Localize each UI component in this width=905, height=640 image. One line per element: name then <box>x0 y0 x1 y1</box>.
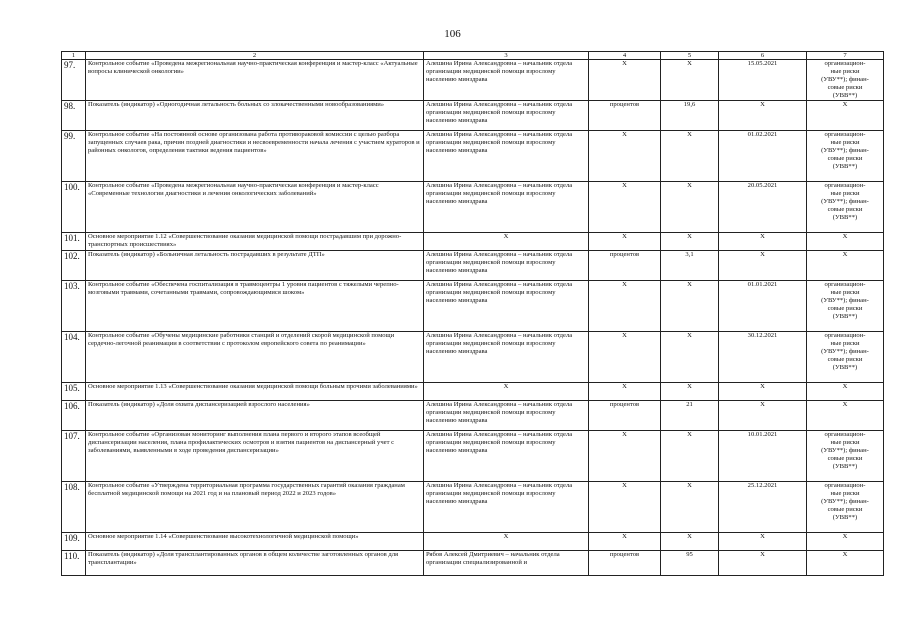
row-date: Х <box>719 401 807 431</box>
row-unit: Х <box>589 281 661 332</box>
table-row <box>62 533 884 551</box>
row-description: Показатель (индикатор) «Одногодичная летальность больных со злокачественными новообразованиями» <box>86 101 424 131</box>
table-row <box>62 251 884 281</box>
row-description: Контрольное событие «На постоянной основе организована работа противораковой комиссии с целью разбора запущенных случаев рака, причин поздней диагностики и несвоевременности начала лечения с участием кураторов и районных онкологов, определения тактики ведения пациентов» <box>86 131 424 182</box>
row-responsible: Х <box>424 533 589 551</box>
risk-line: совые риски <box>827 356 863 363</box>
row-description: Контрольное событие «Проведена межрегиональная научно-практическая конференция и мастер-класс «Современные технологии диагностики и лечения онкологических заболеваний» <box>86 182 424 233</box>
risk-line: (УВВ**) <box>832 313 858 320</box>
risk-line: (УВУ**); финан- <box>821 447 869 454</box>
risk-line: (УВВ**) <box>832 92 858 99</box>
risk-line: совые риски <box>827 506 863 513</box>
row-responsible: Алешина Ирина Александровна – начальник отдела организации медицинской помощи взрослому населению минздрава <box>424 60 589 101</box>
risk-line: ные риски <box>830 139 860 146</box>
row-value: 3,1 <box>661 251 719 281</box>
row-number: 105. <box>62 383 86 401</box>
risk-line: (УВУ**); финан- <box>821 498 869 505</box>
row-unit: Х <box>589 233 661 251</box>
table-row <box>62 401 884 431</box>
header-col-4: 4 <box>589 52 661 60</box>
table-row <box>62 332 884 383</box>
row-unit: процентов <box>589 251 661 281</box>
risk-line: (УВВ**) <box>832 364 858 371</box>
row-unit: Х <box>589 332 661 383</box>
header-col-7: 7 <box>807 52 884 60</box>
risk-line: (УВУ**); финан- <box>821 198 869 205</box>
row-number: 108. <box>62 482 86 533</box>
row-value: Х <box>661 60 719 101</box>
row-responsible: Алешина Ирина Александровна – начальник отдела организации медицинской помощи взрослому населению минздрава <box>424 332 589 383</box>
row-description: Основное мероприятие 1.14 «Совершенствование высокотехнологичной медицинской помощи» <box>86 533 424 551</box>
row-responsible: Алешина Ирина Александровна – начальник отдела организации медицинской помощи взрослому населению минздрава <box>424 401 589 431</box>
risk-line: ные риски <box>830 190 860 197</box>
row-value: Х <box>661 332 719 383</box>
row-value: Х <box>661 233 719 251</box>
risk-line: Х <box>842 551 848 558</box>
row-number: 104. <box>62 332 86 383</box>
row-number: 110. <box>62 551 86 576</box>
row-date: 01.01.2021 <box>719 281 807 332</box>
row-unit: Х <box>589 431 661 482</box>
table-row <box>62 131 884 182</box>
table-row <box>62 431 884 482</box>
row-description: Контрольное событие «Утверждена территориальная программа государственных гарантий оказания гражданам бесплатной медицинской помощи на 2021 год и на плановый период 2022 и 2023 годов» <box>86 482 424 533</box>
risk-line: организацион- <box>824 281 866 288</box>
risk-line: (УВВ**) <box>832 463 858 470</box>
row-date: 20.05.2021 <box>719 182 807 233</box>
risk-line: организацион- <box>824 182 866 189</box>
risk-line: ные риски <box>830 439 860 446</box>
row-risks <box>807 431 884 482</box>
row-value: Х <box>661 131 719 182</box>
row-risks <box>807 383 884 401</box>
row-unit: процентов <box>589 401 661 431</box>
header-col-6: 6 <box>719 52 807 60</box>
row-unit: Х <box>589 383 661 401</box>
row-date: Х <box>719 533 807 551</box>
row-date: Х <box>719 101 807 131</box>
row-number: 102. <box>62 251 86 281</box>
risk-line: (УВУ**); финан- <box>821 297 869 304</box>
row-risks <box>807 482 884 533</box>
row-description: Контрольное событие «Организован мониторинг выполнения плана первого и второго этапов всеобщей диспансеризации населения, плана профилактических осмотров и взятия пациентов на диспансерный учет с заболеваниями, выявленными в ходе проведения диспансеризации» <box>86 431 424 482</box>
row-responsible: Алешина Ирина Александровна – начальник отдела организации медицинской помощи взрослому населению минздрава <box>424 431 589 482</box>
table-row <box>62 101 884 131</box>
row-description: Показатель (индикатор) «Больничная летальность пострадавших в результате ДТП» <box>86 251 424 281</box>
row-responsible: Алешина Ирина Александровна – начальник отдела организации медицинской помощи взрослому населению минздрава <box>424 131 589 182</box>
risk-line: организацион- <box>824 482 866 489</box>
row-value: Х <box>661 182 719 233</box>
table-row <box>62 281 884 332</box>
row-description: Основное мероприятие 1.12 «Совершенствование оказания медицинской помощи пострадавшим при дорожно-транспортных происшествиях» <box>86 233 424 251</box>
row-number: 109. <box>62 533 86 551</box>
row-responsible: Алешина Ирина Александровна – начальник отдела организации медицинской помощи взрослому населению минздрава <box>424 251 589 281</box>
risk-line: совые риски <box>827 455 863 462</box>
risk-line: совые риски <box>827 155 863 162</box>
row-risks <box>807 251 884 281</box>
risk-line: Х <box>842 233 848 240</box>
table-row <box>62 233 884 251</box>
row-value: 95 <box>661 551 719 576</box>
table-row <box>62 182 884 233</box>
row-value: Х <box>661 281 719 332</box>
row-date: 01.02.2021 <box>719 131 807 182</box>
row-responsible: Алешина Ирина Александровна – начальник отдела организации медицинской помощи взрослому населению минздрава <box>424 182 589 233</box>
row-description: Контрольное событие «Обучены медицинские работники станций и отделений скорой медицинской помощи сердечно-легочной реанимации в соответствии с протоколом европейского совета по реанимации» <box>86 332 424 383</box>
row-number: 98. <box>62 101 86 131</box>
table-row <box>62 482 884 533</box>
risk-line: (УВВ**) <box>832 514 858 521</box>
row-responsible: Алешина Ирина Александровна – начальник отдела организации медицинской помощи взрослому населению минздрава <box>424 482 589 533</box>
risk-line: совые риски <box>827 84 863 91</box>
row-description: Контрольное событие «Проведена межрегиональная научно-практическая конференция и мастер-класс «Актуальные вопросы клинической онкологии» <box>86 60 424 101</box>
risk-line: совые риски <box>827 206 863 213</box>
row-unit: Х <box>589 482 661 533</box>
risk-line: организацион- <box>824 60 866 67</box>
header-col-5: 5 <box>661 52 719 60</box>
row-value: Х <box>661 383 719 401</box>
row-risks <box>807 60 884 101</box>
row-risks <box>807 533 884 551</box>
row-risks <box>807 401 884 431</box>
risk-line: организацион- <box>824 131 866 138</box>
row-risks <box>807 131 884 182</box>
risk-line: (УВВ**) <box>832 163 858 170</box>
risk-line: ные риски <box>830 340 860 347</box>
row-number: 97. <box>62 60 86 101</box>
row-description: Показатель (индикатор) «Доля охвата диспансеризацией взрослого населения» <box>86 401 424 431</box>
table-row <box>62 60 884 101</box>
header-col-2: 2 <box>86 52 424 60</box>
row-date: 15.05.2021 <box>719 60 807 101</box>
row-date: Х <box>719 251 807 281</box>
page-number: 106 <box>444 28 461 40</box>
row-number: 99. <box>62 131 86 182</box>
row-value: Х <box>661 431 719 482</box>
row-responsible: Х <box>424 383 589 401</box>
row-unit: Х <box>589 60 661 101</box>
row-number: 100. <box>62 182 86 233</box>
row-date: 30.12.2021 <box>719 332 807 383</box>
row-value: 19,6 <box>661 101 719 131</box>
row-responsible: Алешина Ирина Александровна – начальник отдела организации медицинской помощи взрослому населению минздрава <box>424 281 589 332</box>
row-risks <box>807 101 884 131</box>
row-value: Х <box>661 482 719 533</box>
row-unit: процентов <box>589 101 661 131</box>
row-value: 21 <box>661 401 719 431</box>
row-date: Х <box>719 383 807 401</box>
row-responsible: Рябов Алексей Дмитриевич – начальник отдела организации специализированной и <box>424 551 589 576</box>
risk-line: Х <box>842 401 848 408</box>
risk-line: (УВВ**) <box>832 214 858 221</box>
risk-line: организацион- <box>824 332 866 339</box>
row-responsible: Х <box>424 233 589 251</box>
row-unit: Х <box>589 533 661 551</box>
row-unit: процентов <box>589 551 661 576</box>
row-date: 10.01.2021 <box>719 431 807 482</box>
table-row <box>62 383 884 401</box>
row-description: Показатель (индикатор) «Доля трансплантированных органов в общем количестве заготовленных органов для трансплантации» <box>86 551 424 576</box>
row-description: Контрольное событие «Обеспечена госпитализация в травмоцентры 1 уровня пациентов с тяжелыми черепно-мозговыми травмами, сочетанными травмами, сопровождающимися шоком» <box>86 281 424 332</box>
row-number: 101. <box>62 233 86 251</box>
risk-line: (УВУ**); финан- <box>821 147 869 154</box>
risk-line: ные риски <box>830 289 860 296</box>
row-risks <box>807 182 884 233</box>
row-unit: Х <box>589 131 661 182</box>
row-value: Х <box>661 533 719 551</box>
risk-line: Х <box>842 101 848 108</box>
row-number: 106. <box>62 401 86 431</box>
row-date: Х <box>719 233 807 251</box>
row-number: 107. <box>62 431 86 482</box>
risk-line: Х <box>842 383 848 390</box>
row-risks <box>807 551 884 576</box>
row-risks <box>807 281 884 332</box>
row-risks <box>807 233 884 251</box>
program-table <box>61 51 884 576</box>
risk-line: (УВУ**); финан- <box>821 76 869 83</box>
risk-line: ные риски <box>830 68 860 75</box>
risk-line: (УВУ**); финан- <box>821 348 869 355</box>
table-row <box>62 551 884 576</box>
risk-line: Х <box>842 251 848 258</box>
header-col-3: 3 <box>424 52 589 60</box>
row-risks <box>807 332 884 383</box>
row-date: 25.12.2021 <box>719 482 807 533</box>
risk-line: ные риски <box>830 490 860 497</box>
header-col-1: 1 <box>62 52 86 60</box>
risk-line: Х <box>842 533 848 540</box>
risk-line: совые риски <box>827 305 863 312</box>
row-unit: Х <box>589 182 661 233</box>
row-number: 103. <box>62 281 86 332</box>
row-responsible: Алешина Ирина Александровна – начальник отдела организации медицинской помощи взрослому населению минздрава <box>424 101 589 131</box>
risk-line: организацион- <box>824 431 866 438</box>
row-date: Х <box>719 551 807 576</box>
row-description: Основное мероприятие 1.13 «Совершенствование оказания медицинской помощи больным прочими заболеваниями» <box>86 383 424 401</box>
header-row <box>62 52 884 60</box>
